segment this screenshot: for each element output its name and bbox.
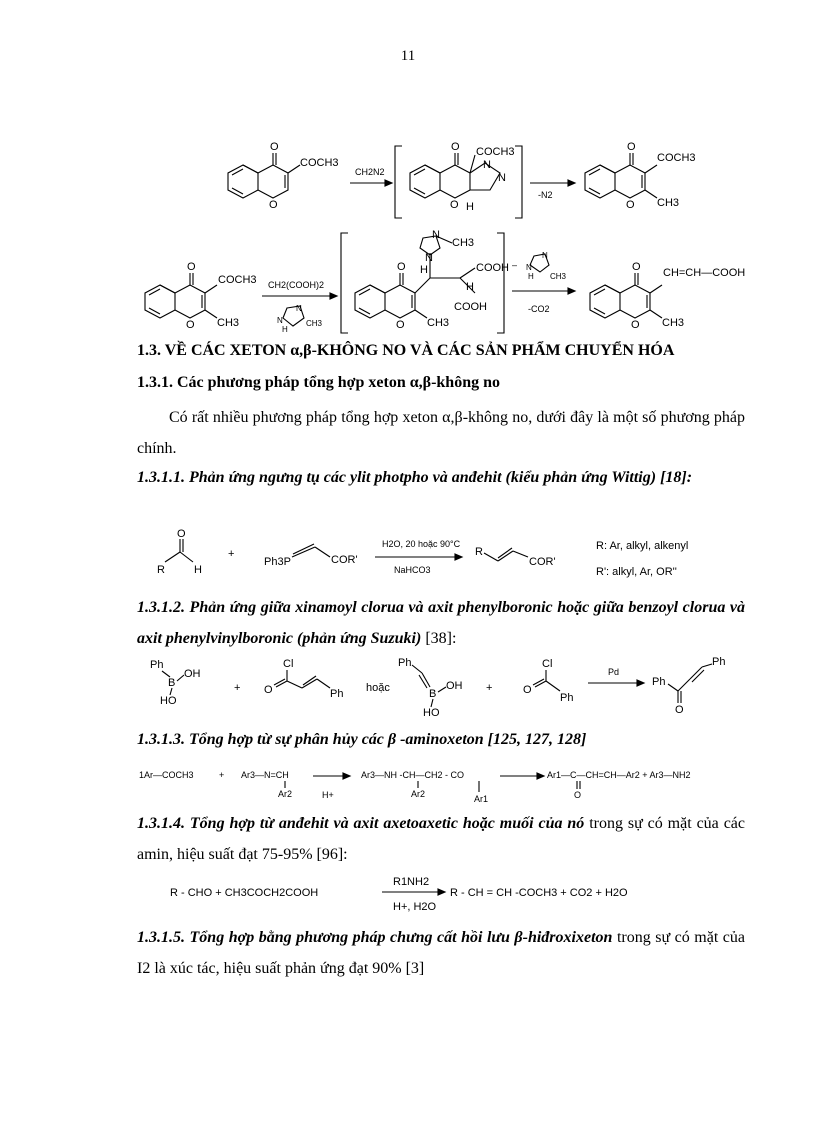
svg-text:CH3: CH3 (550, 272, 567, 281)
svg-text:+: + (219, 770, 225, 780)
svg-text:H: H (282, 325, 288, 334)
svg-text:N: N (296, 304, 302, 313)
svg-text:1Ar—COCH3: 1Ar—COCH3 (139, 770, 194, 780)
svg-text:Ph: Ph (712, 656, 726, 668)
reactant-2methylchromone (145, 261, 257, 331)
svg-text:B: B (429, 688, 437, 700)
svg-text:CH3: CH3 (452, 237, 475, 249)
svg-text:Ph: Ph (330, 688, 344, 700)
imidazole-catalyst (277, 304, 323, 334)
chromone-reaction-scheme (130, 128, 770, 338)
svg-text:Ar2: Ar2 (278, 789, 293, 799)
pyrazoline-intermediate (410, 141, 515, 213)
svg-text:R': alkyl, Ar, OR'': R': alkyl, Ar, OR'' (596, 566, 677, 578)
svg-text:H: H (466, 281, 474, 293)
svg-text:O: O (397, 261, 406, 273)
svg-text:CH3: CH3 (657, 197, 680, 209)
svg-text:O: O (270, 141, 279, 153)
svg-text:COCH3: COCH3 (657, 152, 696, 164)
svg-text:CH3: CH3 (427, 317, 450, 329)
svg-text:N: N (526, 263, 532, 272)
svg-text:R: Ar, alkyl, alkenyl: R: Ar, alkyl, alkenyl (596, 540, 689, 552)
svg-text:O: O (523, 684, 532, 696)
product-acetylmethylchromone (585, 141, 696, 211)
svg-text:CH2(COOH)2: CH2(COOH)2 (268, 280, 325, 290)
michael-adduct-intermediate (355, 229, 509, 331)
svg-text:O: O (632, 261, 641, 273)
svg-text:–: – (512, 260, 518, 270)
svg-text:hoặc: hoặc (366, 682, 390, 694)
svg-text:H: H (420, 264, 428, 276)
svg-text:CH=CH—COOH: CH=CH—COOH (663, 267, 746, 279)
method-2-heading: 1.3.1.2. Phản ứng giữa xinamoyl clorua và axit phenylboronic hoặc giữa benzoyl clorua và axit phenylvinylboronic (phản ứng Suzuki) [38]: (137, 599, 745, 647)
svg-text:COR': COR' (331, 554, 358, 566)
svg-text:-N2: -N2 (538, 190, 553, 200)
svg-text:O: O (627, 141, 636, 153)
svg-text:COOH: COOH (454, 301, 487, 313)
svg-text:CH3: CH3 (217, 317, 240, 329)
svg-text:-CO2: -CO2 (528, 304, 550, 314)
svg-text:OH: OH (446, 680, 463, 692)
svg-text:+: + (228, 548, 235, 560)
svg-text:H2O, 20 hoặc 90°C: H2O, 20 hoặc 90°C (382, 539, 461, 549)
svg-text:Ph3P: Ph3P (264, 556, 291, 568)
svg-text:N: N (432, 229, 440, 241)
svg-text:O: O (450, 199, 459, 211)
svg-text:CH3: CH3 (662, 317, 685, 329)
svg-text:COCH3: COCH3 (300, 157, 339, 169)
svg-text:Ph: Ph (652, 676, 666, 688)
svg-text:H: H (528, 272, 534, 281)
page-number: 11 (400, 48, 416, 64)
section-title: 1.3. VỀ CÁC XETON α,β-KHÔNG NO VÀ CÁC SẢN PHẨM CHUYỂN HÓA (137, 342, 675, 359)
svg-text:O: O (396, 319, 405, 331)
product-chromonylacrylic-acid (590, 261, 745, 331)
aminoketone-scheme (135, 762, 755, 812)
wittig-scheme (150, 527, 750, 582)
svg-text:COCH3: COCH3 (218, 274, 257, 286)
svg-text:Cl: Cl (542, 658, 553, 670)
method-3-heading: 1.3.1.3. Tổng hợp từ sự phân hủy các β -aminoxeton [125, 127, 128] (137, 731, 587, 748)
svg-text:O: O (186, 319, 195, 331)
svg-text:H+, H2O: H+, H2O (393, 901, 437, 913)
svg-text:R - CH = CH -COCH3 + CO2: R - CH = CH -COCH3 + CO2 + H2O (450, 887, 628, 899)
svg-text:Ph: Ph (150, 659, 164, 671)
svg-text:H: H (466, 201, 474, 213)
svg-text:H+: H+ (322, 790, 334, 800)
svg-text:HO: HO (160, 695, 177, 707)
method-5-heading: 1.3.1.5. Tổng hợp bằng phương pháp chưng cất hồi lưu β-hiđroxixeton trong sự có mặt của I2 là xúc tác, hiệu suất phản ứng đạt 90% [3] (137, 929, 745, 977)
subsection-title: 1.3.1. Các phương pháp tổng hợp xeton α,β-không no (137, 374, 500, 391)
svg-text:OH: OH (184, 668, 201, 680)
intro-paragraph: Có rất nhiều phương pháp tổng hợp xeton α,β-không no, dưới đây là một số phương pháp chính. (137, 409, 745, 457)
svg-text:Ar3—N=CH: Ar3—N=CH (241, 770, 289, 780)
svg-text:R: R (157, 564, 165, 576)
svg-text:+: + (234, 682, 241, 694)
svg-text:NaHCO3: NaHCO3 (394, 565, 431, 575)
svg-text:R - CHO + CH3COCH2COOH: R - CHO + CH3COCH2COOH (170, 887, 319, 899)
svg-text:+: + (486, 682, 493, 694)
imidazole-byproduct (526, 251, 567, 281)
svg-text:Ar1—C—CH=CH—Ar2 + Ar3—NH2: Ar1—C—CH=CH—Ar2 + Ar3—NH2 (547, 770, 691, 780)
svg-text:CH2N2: CH2N2 (355, 167, 385, 177)
svg-text:COR': COR' (529, 556, 556, 568)
svg-text:Ar1: Ar1 (474, 794, 489, 804)
svg-text:N: N (498, 172, 506, 184)
svg-text:H: H (194, 564, 202, 576)
svg-text:COCH3: COCH3 (476, 146, 515, 158)
svg-text:Cl: Cl (283, 658, 294, 670)
suzuki-scheme (140, 653, 740, 723)
svg-text:O: O (626, 199, 635, 211)
svg-text:O: O (264, 684, 273, 696)
svg-text:O: O (574, 790, 582, 800)
svg-text:N: N (277, 316, 283, 325)
svg-text:CH3: CH3 (306, 319, 323, 328)
svg-text:N: N (425, 252, 433, 264)
svg-text:B: B (168, 677, 176, 689)
svg-text:O: O (269, 199, 278, 211)
svg-text:R1NH2: R1NH2 (393, 876, 430, 888)
svg-text:Ph: Ph (560, 692, 574, 704)
svg-text:O: O (451, 141, 460, 153)
svg-text:Ar3—NH -CH—CH2 - CO: Ar3—NH -CH—CH2 - CO (361, 770, 465, 780)
method-1-heading: 1.3.1.1. Phản ứng ngưng tụ các ylit photpho và anđehit (kiểu phản ứng Wittig) [18]: (137, 469, 693, 486)
svg-text:N: N (542, 251, 548, 260)
svg-text:O: O (675, 704, 684, 716)
acetoacetic-scheme (160, 868, 740, 918)
svg-text:COOH: COOH (476, 262, 509, 274)
svg-text:HO: HO (423, 707, 440, 719)
svg-text:N: N (483, 159, 491, 171)
svg-text:Pd: Pd (608, 667, 620, 677)
reactant-acetylchromone (228, 141, 339, 211)
svg-text:R: R (475, 546, 483, 558)
svg-text:O: O (631, 319, 640, 331)
svg-text:O: O (187, 261, 196, 273)
method-4-heading: 1.3.1.4. Tổng hợp từ anđehit và axit axetoaxetic hoặc muối của nó trong sự có mặt của các amin, hiệu suất đạt 75-95% [96]: (137, 815, 745, 863)
svg-text:Ph: Ph (398, 657, 412, 669)
svg-text:O: O (177, 528, 186, 540)
svg-text:Ar2: Ar2 (411, 789, 426, 799)
